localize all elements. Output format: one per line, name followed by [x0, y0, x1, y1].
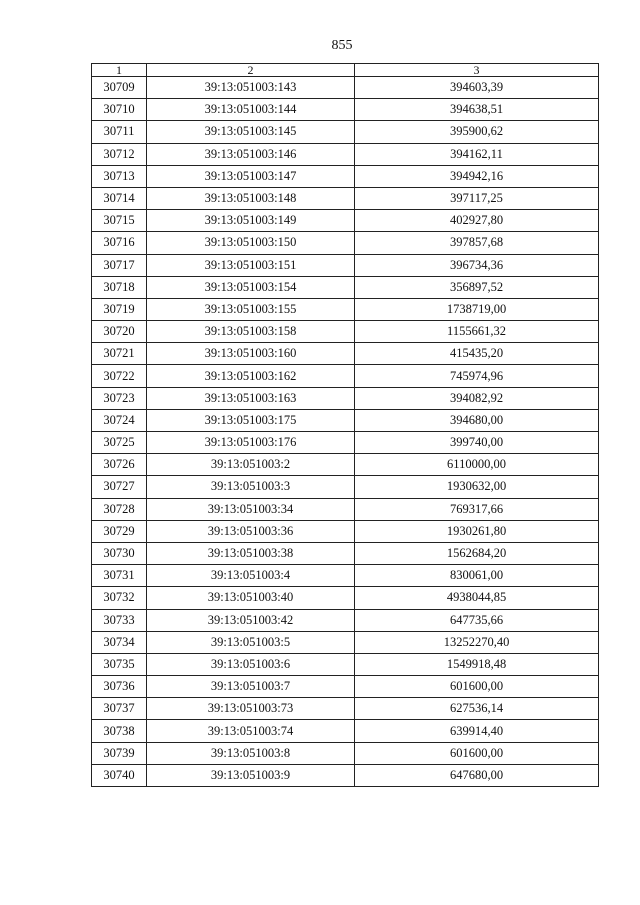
- cadastral-number-cell: 39:13:051003:150: [147, 232, 355, 254]
- row-number-cell: 30738: [92, 720, 147, 742]
- row-number-cell: 30733: [92, 609, 147, 631]
- cadastral-value-cell: 647735,66: [355, 609, 599, 631]
- cadastral-number-cell: 39:13:051003:149: [147, 210, 355, 232]
- cadastral-value-cell: 415435,20: [355, 343, 599, 365]
- row-number-cell: 30725: [92, 432, 147, 454]
- table-row: [92, 476, 599, 498]
- row-number-cell: 30736: [92, 676, 147, 698]
- cadastral-number-cell: 39:13:051003:146: [147, 143, 355, 165]
- table-row: [92, 720, 599, 742]
- table-row: [92, 99, 599, 121]
- cadastral-number-cell: 39:13:051003:6: [147, 653, 355, 675]
- cadastral-number-cell: 39:13:051003:5: [147, 631, 355, 653]
- cadastral-number-cell: 39:13:051003:9: [147, 764, 355, 786]
- row-number-cell: 30724: [92, 409, 147, 431]
- cadastral-value-cell: 1930261,80: [355, 520, 599, 542]
- table-row: [92, 321, 599, 343]
- row-number-cell: 30713: [92, 165, 147, 187]
- table-row: [92, 365, 599, 387]
- cadastral-value-cell: 394162,11: [355, 143, 599, 165]
- cadastral-value-cell: 601600,00: [355, 742, 599, 764]
- table-row: [92, 565, 599, 587]
- row-number-cell: 30719: [92, 298, 147, 320]
- row-number-cell: 30726: [92, 454, 147, 476]
- cadastral-number-cell: 39:13:051003:144: [147, 99, 355, 121]
- table-row: [92, 143, 599, 165]
- cadastral-value-cell: 394082,92: [355, 387, 599, 409]
- cadastral-value-cell: 396734,36: [355, 254, 599, 276]
- cadastral-value-cell: 394603,39: [355, 77, 599, 99]
- cadastral-value-cell: 13252270,40: [355, 631, 599, 653]
- cadastral-value-cell: 402927,80: [355, 210, 599, 232]
- table-header-row: [92, 64, 599, 77]
- row-number-cell: 30721: [92, 343, 147, 365]
- table-row: [92, 653, 599, 675]
- cadastral-number-cell: 39:13:051003:151: [147, 254, 355, 276]
- cadastral-value-cell: 399740,00: [355, 432, 599, 454]
- table-row: [92, 520, 599, 542]
- cadastral-value-cell: 1930632,00: [355, 476, 599, 498]
- row-number-cell: 30723: [92, 387, 147, 409]
- column-header-3: 3: [355, 64, 599, 77]
- cadastral-number-cell: 39:13:051003:147: [147, 165, 355, 187]
- table-row: [92, 165, 599, 187]
- table-row: [92, 432, 599, 454]
- cadastral-number-cell: 39:13:051003:8: [147, 742, 355, 764]
- row-number-cell: 30720: [92, 321, 147, 343]
- cadastral-value-cell: 4938044,85: [355, 587, 599, 609]
- row-number-cell: 30739: [92, 742, 147, 764]
- table-row: [92, 764, 599, 786]
- cadastral-number-cell: 39:13:051003:4: [147, 565, 355, 587]
- cadastral-number-cell: 39:13:051003:2: [147, 454, 355, 476]
- cadastral-value-cell: 395900,62: [355, 121, 599, 143]
- row-number-cell: 30732: [92, 587, 147, 609]
- table-row: [92, 343, 599, 365]
- table-row: [92, 210, 599, 232]
- table-row: [92, 631, 599, 653]
- row-number-cell: 30716: [92, 232, 147, 254]
- cadastral-value-cell: 769317,66: [355, 498, 599, 520]
- cadastral-number-cell: 39:13:051003:74: [147, 720, 355, 742]
- row-number-cell: 30722: [92, 365, 147, 387]
- row-number-cell: 30709: [92, 77, 147, 99]
- row-number-cell: 30735: [92, 653, 147, 675]
- table-row: [92, 298, 599, 320]
- cadastral-number-cell: 39:13:051003:3: [147, 476, 355, 498]
- table-row: [92, 742, 599, 764]
- row-number-cell: 30712: [92, 143, 147, 165]
- cadastral-value-cell: 647680,00: [355, 764, 599, 786]
- cadastral-value-cell: 6110000,00: [355, 454, 599, 476]
- table-row: [92, 276, 599, 298]
- cadastral-number-cell: 39:13:051003:42: [147, 609, 355, 631]
- table-row: [92, 587, 599, 609]
- cadastral-number-cell: 39:13:051003:154: [147, 276, 355, 298]
- table-row: [92, 121, 599, 143]
- column-header-1: 1: [92, 64, 147, 77]
- cadastral-value-cell: 639914,40: [355, 720, 599, 742]
- row-number-cell: 30737: [92, 698, 147, 720]
- row-number-cell: 30718: [92, 276, 147, 298]
- cadastral-value-cell: 830061,00: [355, 565, 599, 587]
- cadastral-value-cell: 397117,25: [355, 187, 599, 209]
- cadastral-number-cell: 39:13:051003:162: [147, 365, 355, 387]
- cadastral-value-cell: 397857,68: [355, 232, 599, 254]
- table-row: [92, 387, 599, 409]
- cadastral-value-cell: 394638,51: [355, 99, 599, 121]
- cadastral-number-cell: 39:13:051003:34: [147, 498, 355, 520]
- cadastral-value-cell: 394680,00: [355, 409, 599, 431]
- cadastral-number-cell: 39:13:051003:143: [147, 77, 355, 99]
- table-row: [92, 454, 599, 476]
- cadastral-number-cell: 39:13:051003:73: [147, 698, 355, 720]
- row-number-cell: 30729: [92, 520, 147, 542]
- table-body: [92, 77, 599, 787]
- table-row: [92, 609, 599, 631]
- table-row: [92, 77, 599, 99]
- table-row: [92, 409, 599, 431]
- table-row: [92, 498, 599, 520]
- cadastral-value-cell: 394942,16: [355, 165, 599, 187]
- page-number: 855: [331, 38, 353, 53]
- row-number-cell: 30717: [92, 254, 147, 276]
- row-number-cell: 30710: [92, 99, 147, 121]
- row-number-cell: 30734: [92, 631, 147, 653]
- table-row: [92, 542, 599, 564]
- cadastral-value-cell: 627536,14: [355, 698, 599, 720]
- table-row: [92, 232, 599, 254]
- table-row: [92, 676, 599, 698]
- cadastral-number-cell: 39:13:051003:36: [147, 520, 355, 542]
- row-number-cell: 30727: [92, 476, 147, 498]
- cadastral-number-cell: 39:13:051003:163: [147, 387, 355, 409]
- cadastral-number-cell: 39:13:051003:175: [147, 409, 355, 431]
- row-number-cell: 30714: [92, 187, 147, 209]
- cadastral-value-cell: 1155661,32: [355, 321, 599, 343]
- table-row: [92, 698, 599, 720]
- cadastral-value-cell: 356897,52: [355, 276, 599, 298]
- cadastral-number-cell: 39:13:051003:155: [147, 298, 355, 320]
- cadastral-value-cell: 601600,00: [355, 676, 599, 698]
- cadastral-number-cell: 39:13:051003:148: [147, 187, 355, 209]
- cadastral-number-cell: 39:13:051003:158: [147, 321, 355, 343]
- cadastral-value-cell: 1562684,20: [355, 542, 599, 564]
- cadastral-number-cell: 39:13:051003:176: [147, 432, 355, 454]
- row-number-cell: 30740: [92, 764, 147, 786]
- cadastral-value-cell: 1549918,48: [355, 653, 599, 675]
- row-number-cell: 30711: [92, 121, 147, 143]
- cadastral-number-cell: 39:13:051003:7: [147, 676, 355, 698]
- row-number-cell: 30715: [92, 210, 147, 232]
- row-number-cell: 30731: [92, 565, 147, 587]
- cadastral-number-cell: 39:13:051003:145: [147, 121, 355, 143]
- cadastral-value-table: [91, 63, 599, 787]
- table-row: [92, 254, 599, 276]
- column-header-2: 2: [147, 64, 355, 77]
- row-number-cell: 30730: [92, 542, 147, 564]
- table-row: [92, 187, 599, 209]
- row-number-cell: 30728: [92, 498, 147, 520]
- cadastral-number-cell: 39:13:051003:38: [147, 542, 355, 564]
- cadastral-value-cell: 745974,96: [355, 365, 599, 387]
- cadastral-value-cell: 1738719,00: [355, 298, 599, 320]
- cadastral-number-cell: 39:13:051003:160: [147, 343, 355, 365]
- cadastral-number-cell: 39:13:051003:40: [147, 587, 355, 609]
